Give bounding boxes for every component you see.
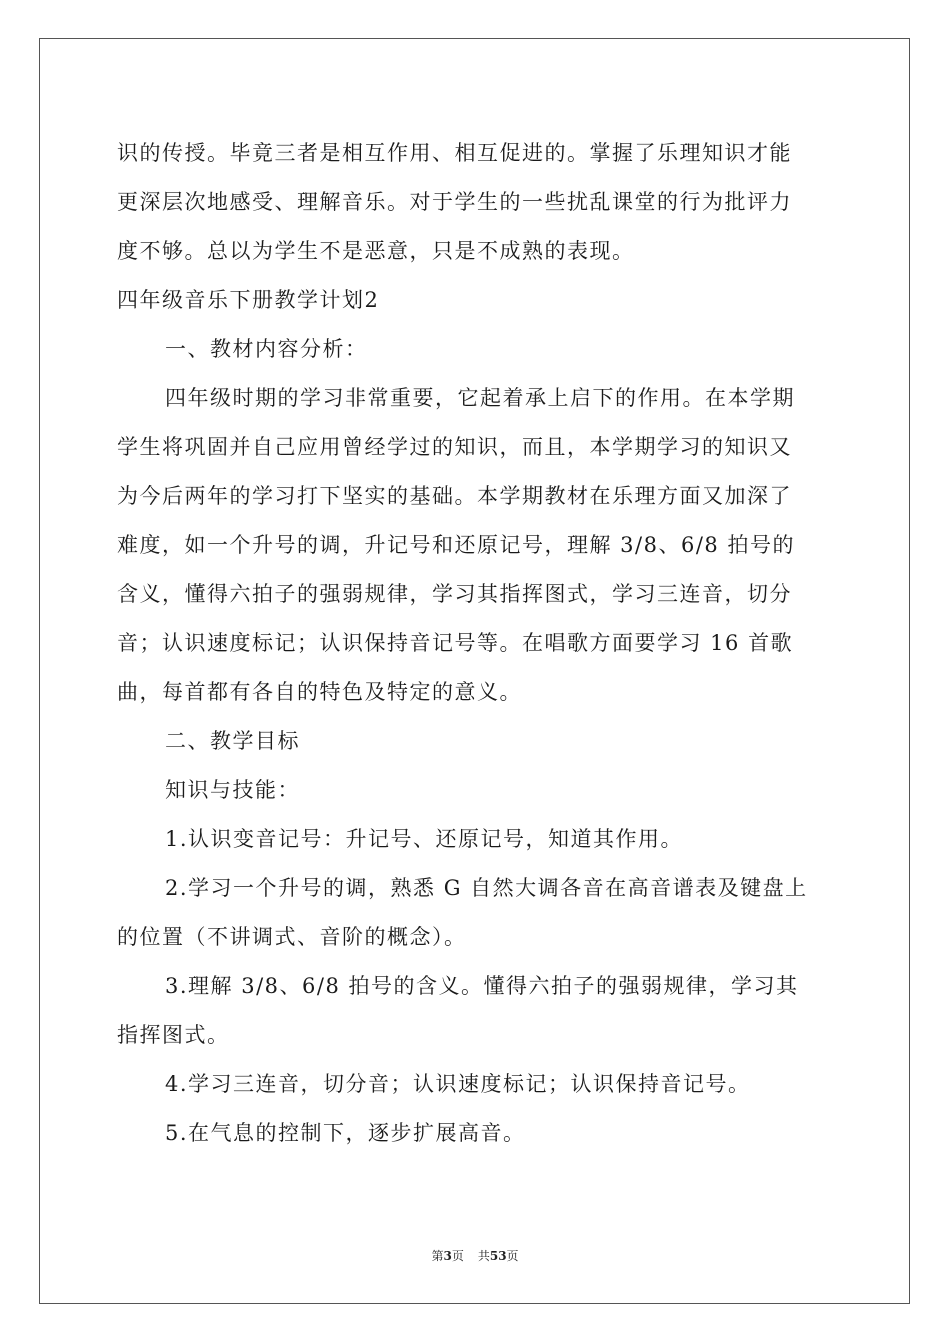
paragraph-line: 为今后两年的学习打下坚实的基础。本学期教材在乐理方面又加深了 (117, 484, 792, 508)
page-suffix: 页 (451, 1249, 464, 1263)
list-item-continuation: 指挥图式。 (117, 1023, 230, 1047)
page-footer (0, 1248, 950, 1264)
paragraph-line: 含义，懂得六拍子的强弱规律，学习其指挥图式，学习三连音，切分 (117, 582, 792, 606)
list-item: 5.在气息的控制下，逐步扩展高音。 (165, 1121, 526, 1145)
paragraph-line: 学生将巩固并自己应用曾经学过的知识，而且，本学期学习的知识又 (117, 435, 792, 459)
paragraph-line: 更深层次地感受、理解音乐。对于学生的一些扰乱课堂的行为批评力 (117, 190, 792, 214)
list-item: 1.认识变音记号：升记号、还原记号，知道其作用。 (165, 827, 684, 851)
heading-teaching-goals: 二、教学目标 (165, 729, 300, 753)
total-suffix: 页 (506, 1249, 519, 1263)
document-body (117, 129, 837, 1158)
list-item: 4.学习三连音，切分音；认识速度标记；认识保持音记号。 (165, 1072, 751, 1096)
paragraph-line: 识的传授。毕竟三者是相互作用、相互促进的。掌握了乐理知识才能 (117, 141, 792, 165)
total-pages: 53 (489, 1249, 507, 1263)
list-item: 3.理解 3/8、6/8 拍号的含义。懂得六拍子的强弱规律，学习其 (165, 974, 799, 998)
subheading-knowledge-skills: 知识与技能： (165, 778, 300, 802)
page-number: 3 (443, 1249, 452, 1263)
page-prefix: 第 (431, 1249, 444, 1263)
heading-materials-analysis: 一、教材内容分析： (165, 337, 368, 361)
total-prefix: 共 (477, 1249, 490, 1263)
section-title: 四年级音乐下册教学计划2 (117, 288, 380, 312)
paragraph-line: 四年级时期的学习非常重要，它起着承上启下的作用。在本学期 (165, 386, 795, 410)
paragraph-line: 难度，如一个升号的调，升记号和还原记号，理解 3/8、6/8 拍号的 (117, 533, 795, 557)
paragraph-line: 度不够。总以为学生不是恶意，只是不成熟的表现。 (117, 239, 635, 263)
paragraph-line: 曲，每首都有各自的特色及特定的意义。 (117, 680, 522, 704)
list-item: 2.学习一个升号的调，熟悉 G 自然大调各音在高音谱表及键盘上 (165, 876, 808, 900)
list-item-continuation: 的位置（不讲调式、音阶的概念）。 (117, 925, 467, 949)
paragraph-line: 音；认识速度标记；认识保持音记号等。在唱歌方面要学习 16 首歌 (117, 631, 794, 655)
